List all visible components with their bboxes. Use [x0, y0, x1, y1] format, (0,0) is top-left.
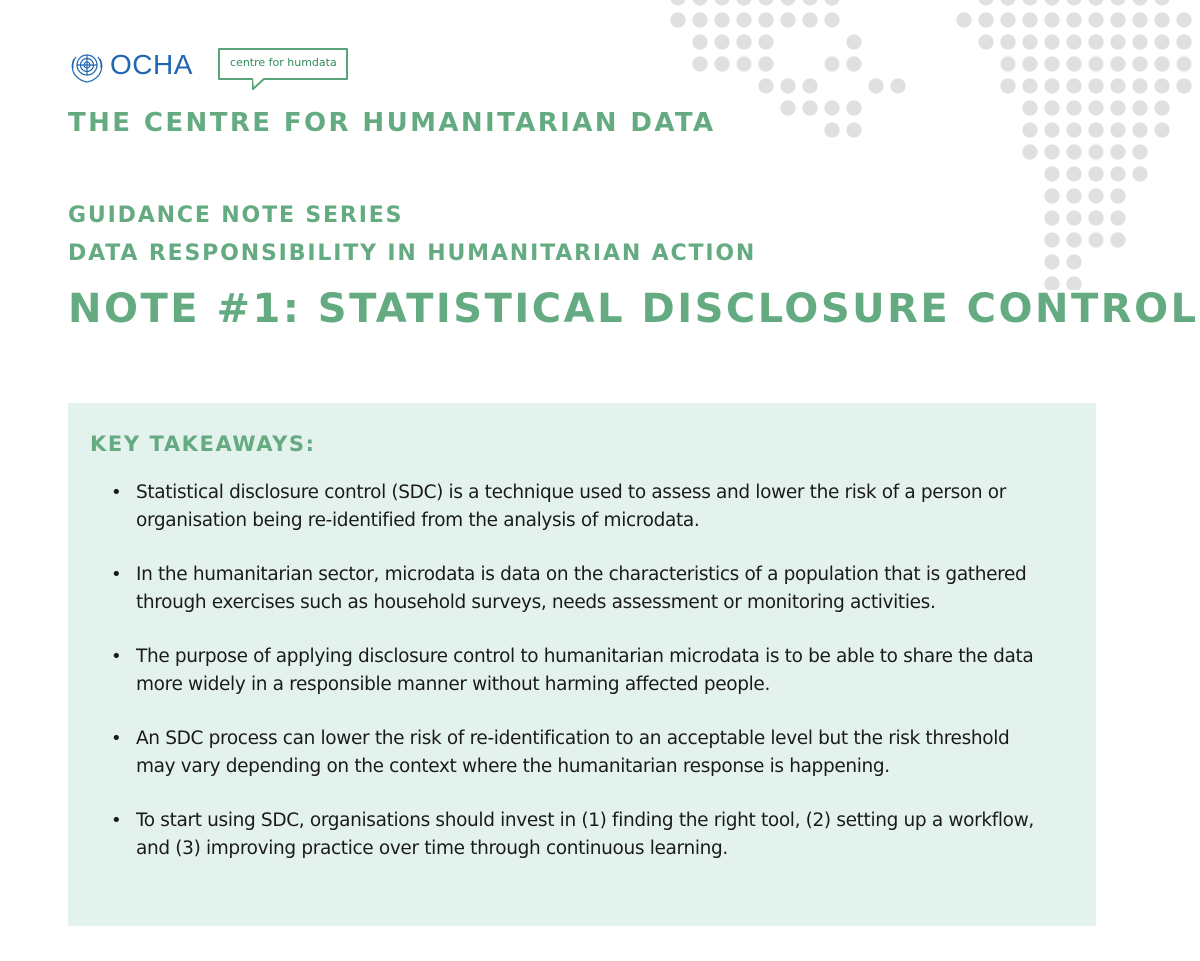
map-dot	[1110, 188, 1125, 203]
takeaway-item	[111, 643, 1051, 698]
map-dot	[1088, 210, 1103, 225]
map-dot	[1022, 144, 1037, 159]
map-dot	[978, 0, 993, 6]
ocha-logo-text: OCHA	[110, 49, 193, 80]
map-dot	[1110, 56, 1125, 71]
map-dot	[1110, 100, 1125, 115]
map-dot	[692, 56, 707, 71]
map-dot	[1066, 144, 1081, 159]
map-dot	[714, 0, 729, 6]
map-dot	[1044, 78, 1059, 93]
map-dot	[868, 78, 883, 93]
takeaway-text: Statistical disclosure control (SDC) is a technique used to assess and lower the risk of a person or organisation being re-identified from the analysis of microdata.	[136, 482, 1006, 531]
map-dot	[1088, 12, 1103, 27]
map-dot	[758, 78, 773, 93]
map-dot	[692, 12, 707, 27]
map-dot	[1044, 12, 1059, 27]
map-dot	[978, 12, 993, 27]
map-dot	[1044, 166, 1059, 181]
map-dot	[736, 12, 751, 27]
map-dot	[802, 0, 817, 6]
map-dot	[1066, 78, 1081, 93]
map-dot	[1022, 34, 1037, 49]
map-dot	[1132, 56, 1147, 71]
map-dot	[1110, 78, 1125, 93]
takeaway-text: To start using SDC, organisations should invest in (1) finding the right tool, (2) setting up a workflow, and (3) improving practice over time through continuous learning.	[136, 810, 1034, 859]
map-dot	[1044, 100, 1059, 115]
bullet-icon: •	[111, 728, 122, 749]
map-dot	[1066, 232, 1081, 247]
map-dot	[736, 0, 751, 6]
map-dot	[1022, 122, 1037, 137]
speech-bubble-tail-icon	[252, 78, 266, 90]
map-dot	[1088, 166, 1103, 181]
map-dot	[1132, 100, 1147, 115]
un-emblem-icon	[68, 50, 106, 84]
map-dot	[1066, 188, 1081, 203]
map-dot	[1066, 100, 1081, 115]
map-dot	[824, 0, 839, 6]
map-dot	[1000, 78, 1015, 93]
map-dot	[1022, 0, 1037, 6]
bullet-icon: •	[111, 482, 122, 503]
map-dot	[1044, 210, 1059, 225]
map-dot	[1132, 144, 1147, 159]
map-dot	[846, 56, 861, 71]
takeaway-item	[111, 479, 1051, 534]
map-dot	[714, 34, 729, 49]
takeaway-item	[111, 807, 1051, 862]
map-dot	[1154, 12, 1169, 27]
map-dot	[824, 12, 839, 27]
map-dot	[758, 56, 773, 71]
map-dot	[1110, 0, 1125, 6]
key-takeaways-heading: KEY TAKEAWAYS:	[90, 432, 316, 456]
map-dot	[1154, 122, 1169, 137]
map-dot	[1110, 12, 1125, 27]
map-dot	[1022, 78, 1037, 93]
map-dot	[1088, 122, 1103, 137]
takeaway-text: In the humanitarian sector, microdata is data on the characteristics of a population that is gathered through exercises such as household surveys, needs assessment or monitoring activities.	[136, 564, 1027, 613]
map-dot	[802, 100, 817, 115]
map-dot	[780, 12, 795, 27]
map-dot	[1176, 78, 1191, 93]
map-dot	[1132, 166, 1147, 181]
map-dot	[1154, 78, 1169, 93]
map-dot	[1176, 34, 1191, 49]
map-dot	[1066, 254, 1081, 269]
map-dot	[1044, 34, 1059, 49]
map-dot	[1044, 232, 1059, 247]
map-dot	[1088, 188, 1103, 203]
map-dot	[1132, 34, 1147, 49]
map-dot	[1044, 56, 1059, 71]
map-dot	[1000, 56, 1015, 71]
map-dot	[736, 56, 751, 71]
takeaway-item	[111, 725, 1051, 780]
series-title: GUIDANCE NOTE SERIES	[68, 203, 404, 228]
map-dot	[1154, 34, 1169, 49]
map-dot	[1088, 144, 1103, 159]
map-dot	[1000, 12, 1015, 27]
map-dot	[1022, 12, 1037, 27]
map-dot	[1110, 144, 1125, 159]
map-dot	[1022, 100, 1037, 115]
map-dot	[1044, 0, 1059, 6]
bullet-icon: •	[111, 646, 122, 667]
map-dot	[1154, 56, 1169, 71]
map-dot	[890, 78, 905, 93]
map-dot	[978, 34, 993, 49]
map-dot	[1066, 56, 1081, 71]
map-dot	[1000, 34, 1015, 49]
map-dot	[670, 12, 685, 27]
takeaway-text: An SDC process can lower the risk of re-identification to an acceptable level but the risk threshold may vary depending on the context where the humanitarian response is happening.	[136, 728, 1010, 777]
takeaway-text: The purpose of applying disclosure control to humanitarian microdata is to be able to share the data more widely in a responsible manner without harming affected people.	[136, 646, 1034, 695]
map-dot	[1066, 122, 1081, 137]
map-dot	[1110, 210, 1125, 225]
map-dot	[1132, 0, 1147, 6]
map-dot	[1154, 0, 1169, 6]
map-dot	[1044, 122, 1059, 137]
map-dot	[1044, 188, 1059, 203]
map-dot	[824, 56, 839, 71]
map-dot	[1088, 56, 1103, 71]
map-dot	[780, 0, 795, 6]
map-dot	[1088, 0, 1103, 6]
map-dot	[1110, 232, 1125, 247]
map-dot	[1022, 56, 1037, 71]
takeaways-list	[111, 479, 1051, 889]
map-dot	[1066, 0, 1081, 6]
map-dot	[1088, 100, 1103, 115]
map-dot	[1176, 56, 1191, 71]
map-dot	[1154, 100, 1169, 115]
map-dot	[758, 0, 773, 6]
map-dot	[780, 78, 795, 93]
humdata-logo-text: centre for humdata	[230, 56, 337, 69]
map-dot	[802, 12, 817, 27]
map-dot	[758, 34, 773, 49]
map-dot	[1066, 12, 1081, 27]
map-dot	[1044, 144, 1059, 159]
map-dot	[1066, 34, 1081, 49]
series-subtitle: DATA RESPONSIBILITY IN HUMANITARIAN ACTION	[68, 241, 757, 266]
map-dot	[692, 0, 707, 6]
map-dot	[692, 34, 707, 49]
key-takeaways-box	[68, 403, 1096, 926]
map-dot	[758, 12, 773, 27]
map-dot	[846, 34, 861, 49]
map-dot	[670, 0, 685, 6]
map-dot	[846, 122, 861, 137]
map-dot	[1044, 254, 1059, 269]
humdata-logo	[218, 48, 348, 80]
map-dot	[1000, 0, 1015, 6]
map-dot	[802, 78, 817, 93]
map-dot	[1066, 210, 1081, 225]
takeaway-item	[111, 561, 1051, 616]
map-dot	[846, 100, 861, 115]
map-dot	[1176, 12, 1191, 27]
map-dot	[824, 100, 839, 115]
map-dot	[1088, 34, 1103, 49]
map-dot	[824, 122, 839, 137]
note-title: NOTE #1: STATISTICAL DISCLOSURE CONTROL	[68, 286, 1199, 332]
map-dot	[956, 12, 971, 27]
map-dot	[714, 12, 729, 27]
map-dot	[1066, 166, 1081, 181]
map-dot	[1110, 122, 1125, 137]
bullet-icon: •	[111, 564, 122, 585]
map-dot	[1110, 34, 1125, 49]
map-dot	[714, 56, 729, 71]
map-dot	[736, 34, 751, 49]
map-dot	[1132, 78, 1147, 93]
map-dot	[1132, 12, 1147, 27]
map-dot	[780, 100, 795, 115]
centre-title: THE CENTRE FOR HUMANITARIAN DATA	[68, 108, 716, 138]
map-dot	[1132, 122, 1147, 137]
bullet-icon: •	[111, 810, 122, 831]
map-dot	[1110, 166, 1125, 181]
map-dot	[1088, 78, 1103, 93]
map-dot	[1088, 232, 1103, 247]
